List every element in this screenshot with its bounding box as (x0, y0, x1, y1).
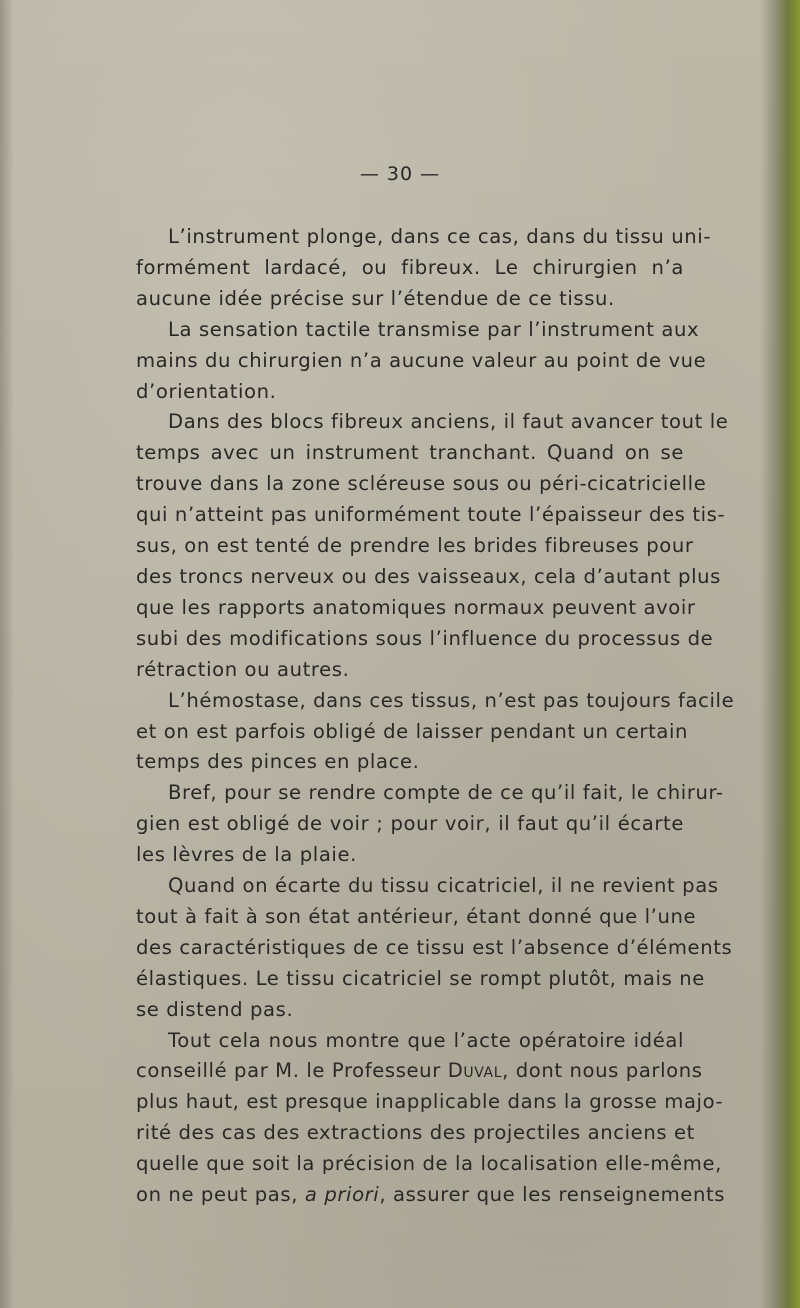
page-number: — 30 — (359, 163, 441, 185)
text-line (136, 933, 733, 964)
text-line-content: des troncs nerveux ou des vaisseaux, cela d’autant plus (136, 564, 721, 588)
body-text (136, 222, 735, 1211)
text-line-content: on ne peut pas, (136, 1183, 299, 1207)
text-line-content: d’orientation. (136, 379, 277, 403)
text-line (136, 686, 735, 717)
text-line-content: La sensation tactile transmise par l’instrument aux (168, 317, 700, 341)
text-line (136, 531, 694, 562)
text-line (136, 809, 684, 840)
text-line-continuation: , assurer que les renseignements (379, 1183, 726, 1207)
text-line (136, 655, 684, 686)
text-line-content: rétraction ou autres. (136, 657, 350, 681)
text-line-content: gien est obligé de voir ; pour voir, il faut qu’il écarte (136, 812, 684, 836)
text-line (136, 747, 684, 778)
text-line-content: L’hémostase, dans ces tissus, n’est pas toujours facile (168, 688, 735, 712)
text-line (136, 1149, 722, 1180)
text-line-content: sus, on est tenté de prendre les brides fibreuses pour (136, 534, 694, 558)
text-line-content: que les rapports anatomiques normaux peuvent avoir (136, 595, 696, 619)
text-line (136, 438, 684, 469)
text-line (136, 840, 684, 871)
text-line-content: mains du chirurgien n’a aucune valeur au point de vue (136, 348, 707, 372)
text-line-content: se distend pas. (136, 997, 294, 1021)
text-line (136, 253, 684, 284)
text-line (136, 377, 684, 408)
text-line-content: Dans des blocs fibreux anciens, il faut avancer tout le (168, 410, 729, 434)
text-line-content: L’instrument plonge, dans ce cas, dans du tissu uni- (168, 225, 712, 248)
text-line-content: élastiques. Le tissu cicatriciel se rompt plutôt, mais ne (136, 966, 705, 990)
text-line-content: plus haut, est presque inapplicable dans la grosse majo- (136, 1090, 724, 1114)
text-line-content: temps des pinces en place. (136, 750, 420, 774)
text-line (136, 871, 719, 902)
text-line (136, 1180, 726, 1211)
text-line (136, 624, 714, 655)
text-line-content: quelle que soit la précision de la localisation elle-même, (136, 1152, 722, 1176)
text-line-content: conseillé par M. le Professeur (136, 1059, 441, 1083)
text-line (136, 1056, 703, 1087)
text-line (136, 562, 721, 593)
text-line (136, 1118, 695, 1149)
page-right-edge (760, 0, 800, 1308)
page-left-shadow (0, 0, 14, 1308)
text-line (136, 778, 724, 809)
text-line-content: rité des cas des extractions des projectiles anciens et (136, 1121, 695, 1145)
text-line-content: formément lardacé, ou fibreux. Le chirurgien n’a (136, 255, 684, 279)
text-line-continuation: , dont nous parlons (502, 1059, 703, 1083)
italic-phrase: a priori (304, 1183, 380, 1207)
text-line (136, 902, 697, 933)
text-line (136, 995, 684, 1026)
text-line (136, 593, 696, 624)
text-line-content: des caractéristiques de ce tissu est l’absence d’éléments (136, 935, 733, 959)
text-line (136, 222, 712, 253)
text-line-content: les lèvres de la plaie. (136, 843, 357, 867)
text-line-content: subi des modifications sous l’influence du processus de (136, 626, 714, 650)
author-name: Duval (447, 1059, 503, 1083)
text-line-content: tout à fait à son état antérieur, étant donné que l’une (136, 904, 697, 928)
text-line-content: trouve dans la zone scléreuse sous ou péri-cicatricielle (136, 472, 707, 496)
text-line (136, 469, 707, 500)
text-line-content: Bref, pour se rendre compte de ce qu’il fait, le chirur- (168, 781, 724, 805)
text-line (136, 407, 729, 438)
text-line (136, 346, 707, 377)
text-line (136, 1026, 684, 1057)
text-line-content: et on est parfois obligé de laisser pendant un certain (136, 719, 689, 743)
text-line (136, 500, 726, 531)
text-line (136, 717, 689, 748)
text-line-content: qui n’atteint pas uniformément toute l’épaisseur des tis- (136, 503, 726, 527)
text-line-content: temps avec un instrument tranchant. Quand on se (136, 441, 684, 465)
text-line (136, 1087, 724, 1118)
text-line (136, 284, 684, 315)
text-line-content: Quand on écarte du tissu cicatriciel, il ne revient pas (168, 874, 719, 898)
text-line-content: aucune idée précise sur l’étendue de ce tissu. (136, 286, 615, 310)
text-line (136, 964, 705, 995)
text-line-content: Tout cela nous montre que l’acte opératoire idéal (168, 1028, 684, 1052)
text-line (136, 315, 700, 346)
